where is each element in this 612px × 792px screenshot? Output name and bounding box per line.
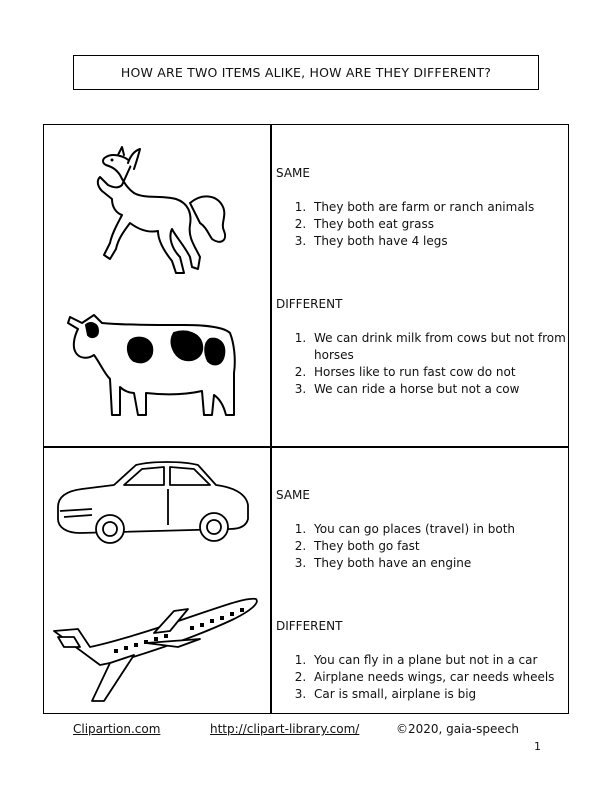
clipart-library-link[interactable]: http://clipart-library.com/ <box>210 722 360 736</box>
list-item: 1. We can drink milk from cows but not from horses <box>310 330 566 364</box>
airplane-drawing <box>50 581 262 711</box>
clipartion-link[interactable]: Clipartion.com <box>73 722 161 736</box>
list-item: 2. They both eat grass <box>310 216 566 233</box>
copyright-text: ©2020, gaia-speech <box>396 722 519 736</box>
list-item: 2. Horses like to run fast cow do not <box>310 364 566 381</box>
comparison-grid <box>43 124 569 714</box>
page-title <box>73 55 539 90</box>
list-item: 1. You can fly in a plane but not in a car <box>310 652 566 669</box>
list-item: 1. You can go places (travel) in both <box>310 521 566 538</box>
page-title-text: HOW ARE TWO ITEMS ALIKE, HOW ARE THEY DIFFERENT? <box>120 65 492 80</box>
list-item: 3. They both have an engine <box>310 555 566 572</box>
same-list <box>276 199 566 250</box>
list-item: 1. They both are farm or ranch animals <box>310 199 566 216</box>
column-divider <box>270 125 272 713</box>
car-drawing <box>52 455 252 555</box>
horse-drawing <box>72 133 242 283</box>
list-item: 3. They both have 4 legs <box>310 233 566 250</box>
horse-cow-different <box>276 296 566 398</box>
car-plane-same <box>276 487 566 572</box>
list-item: 3. We can ride a horse but not a cow <box>310 381 566 398</box>
different-list <box>276 652 566 703</box>
different-heading: DIFFERENT <box>276 619 343 633</box>
list-item: 3. Car is small, airplane is big <box>310 686 566 703</box>
page-number: 1 <box>534 740 541 753</box>
different-list <box>276 330 566 398</box>
different-heading: DIFFERENT <box>276 297 343 311</box>
same-heading: SAME <box>276 488 310 502</box>
cow-drawing <box>54 303 244 433</box>
horse-cow-same <box>276 165 566 250</box>
row-divider <box>44 446 568 448</box>
list-item: 2. They both go fast <box>310 538 566 555</box>
list-item: 2. Airplane needs wings, car needs wheels <box>310 669 566 686</box>
same-list <box>276 521 566 572</box>
same-heading: SAME <box>276 166 310 180</box>
car-plane-different <box>276 618 566 703</box>
